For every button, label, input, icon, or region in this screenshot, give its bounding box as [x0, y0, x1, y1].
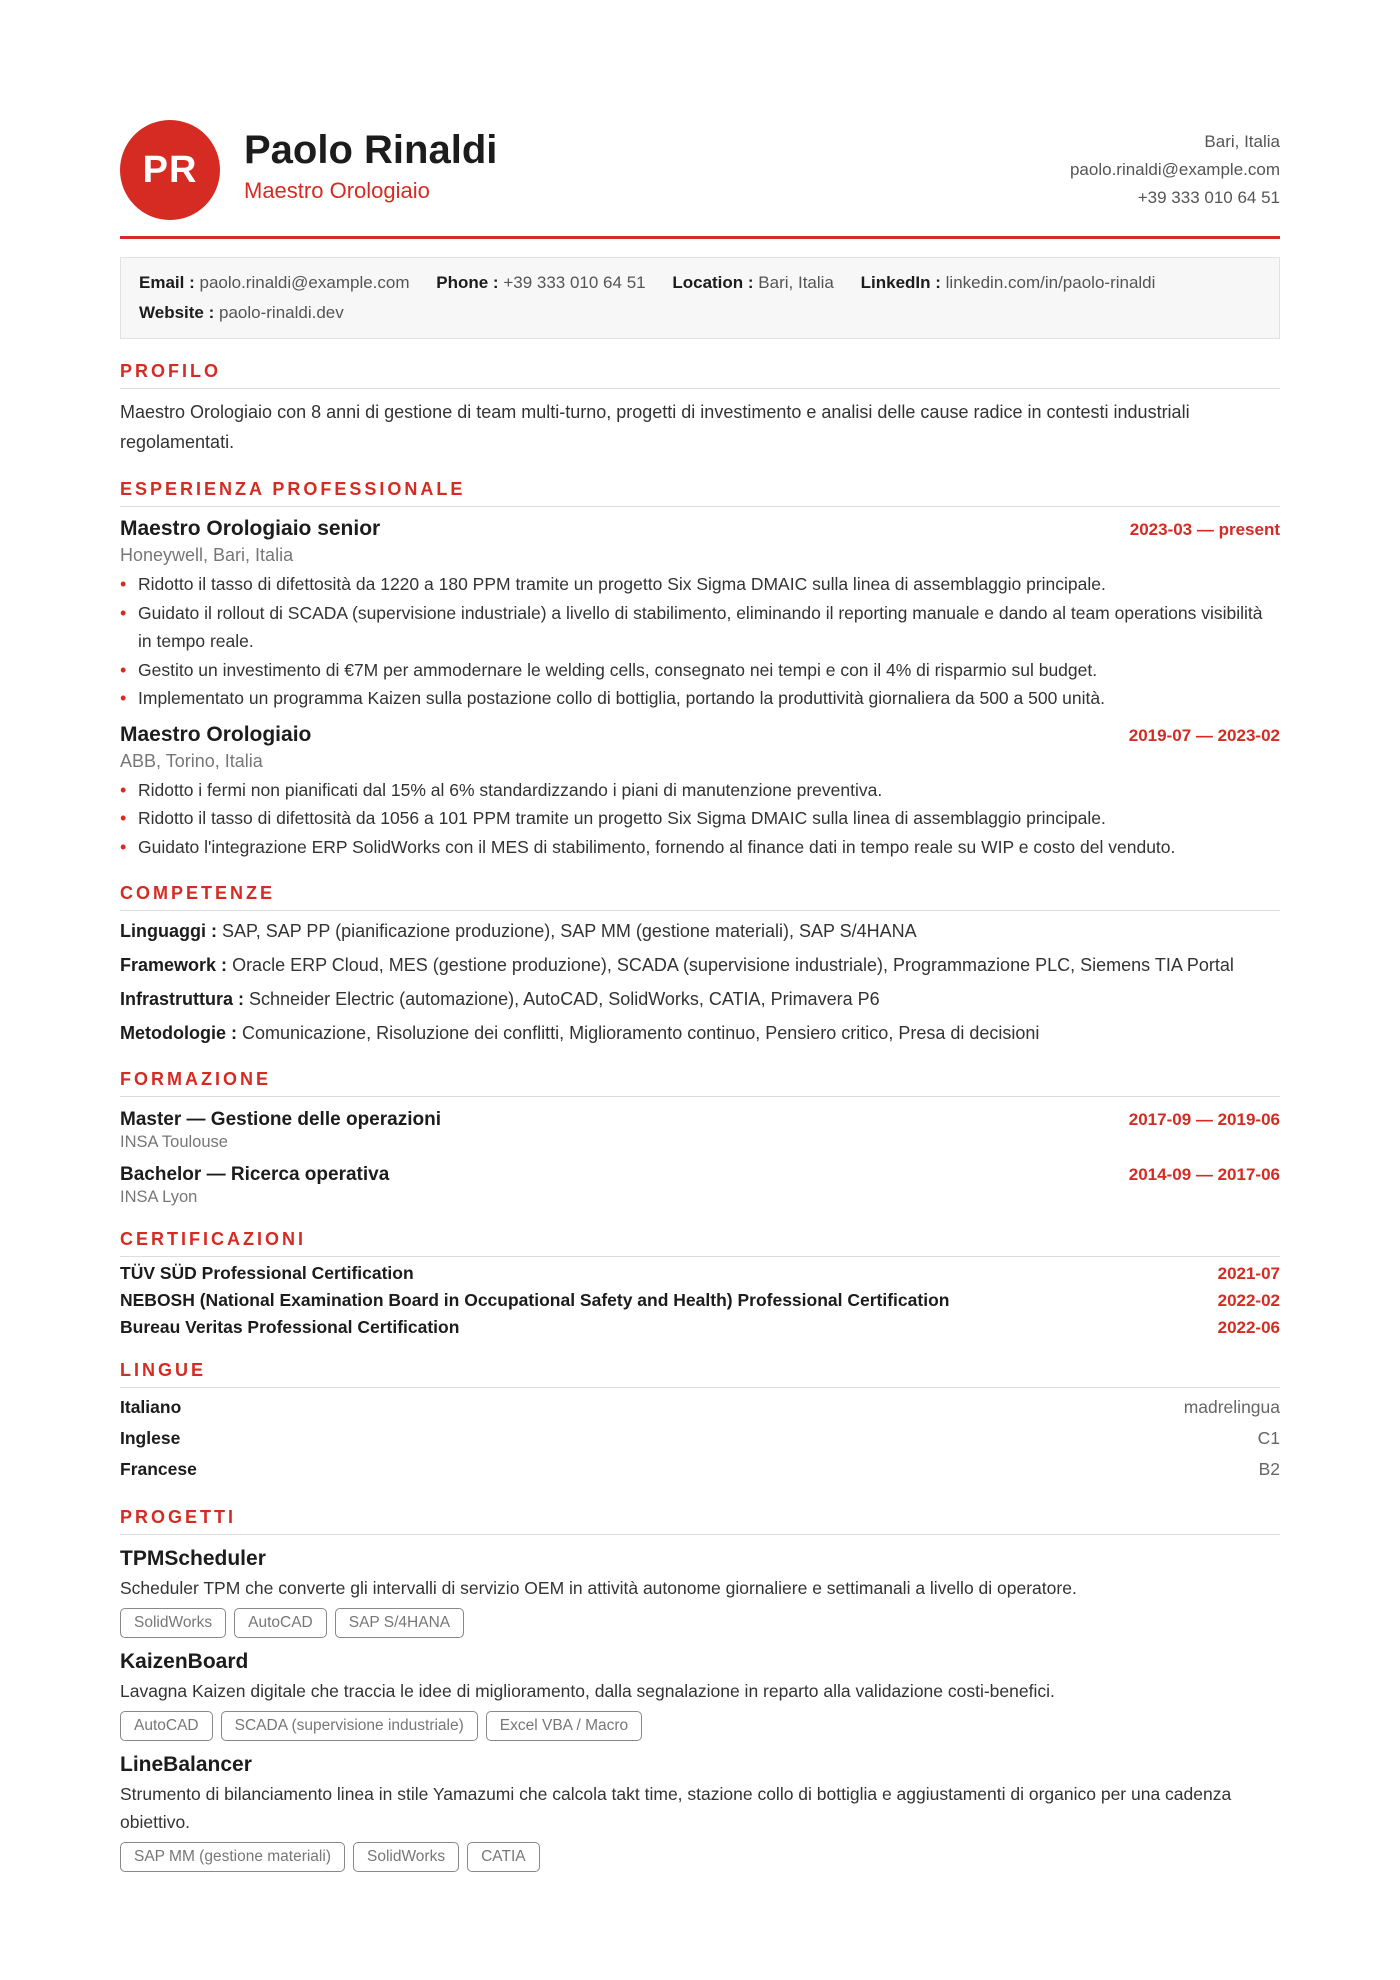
job-bullet: • Ridotto il tasso di difettosità da 1220 a 180 PPM tramite un progetto Six Sigma DMAIC sulla linea di assemblaggio principale. [120, 570, 1280, 599]
project-title: LineBalancer [120, 1753, 252, 1776]
skill-label: Infrastruttura : [120, 989, 245, 1009]
job-company: Honeywell, Bari, Italia [120, 545, 294, 565]
info-location-value: Bari, Italia [758, 273, 834, 292]
tech-tag: SolidWorks [353, 1842, 459, 1872]
skill-value: SAP, SAP PP (pianificazione produzione), SAP MM (gestione materiali), SAP S/4HANA [222, 921, 917, 941]
tech-tag: SolidWorks [120, 1608, 226, 1638]
job-bullet: • Ridotto i fermi non pianificati dal 15% al 6% standardizzando i piani di manutenzione preventiva. [120, 776, 1280, 805]
project-tags [120, 1842, 1280, 1872]
section-title-projects: PROGETTI [120, 1507, 1280, 1535]
project-title: KaizenBoard [120, 1650, 249, 1673]
skill-value: Comunicazione, Risoluzione dei conflitti, Miglioramento continuo, Pensiero critico, Presa di decisioni [242, 1023, 1040, 1043]
language-item [120, 1454, 1280, 1485]
certification-item [120, 1263, 1280, 1284]
info-email[interactable] [139, 268, 410, 298]
info-email-value[interactable]: paolo.rinaldi@example.com [199, 273, 410, 292]
project-tags [120, 1711, 1280, 1741]
project-description: Lavagna Kaizen digitale che traccia le idee di miglioramento, dalla segnalazione in reparto alla validazione costi-benefici. [120, 1681, 1055, 1701]
language-item [120, 1392, 1280, 1423]
job-bullet: • Ridotto il tasso di difettosità da 1056 a 101 PPM tramite un progetto Six Sigma DMAIC sulla linea di assemblaggio principale. [120, 804, 1280, 833]
skill-row [120, 985, 1280, 1013]
job-bullet: • Guidato il rollout di SCADA (supervisione industriale) a livello di stabilimento, eliminando il reporting manuale e dando al team operations visibilità in tempo reale. [120, 599, 1280, 656]
info-phone-value[interactable]: +39 333 010 64 51 [503, 273, 646, 292]
job-dates: 2019-07 — 2023-02 [1128, 725, 1280, 745]
project-item [120, 1753, 1280, 1872]
degree-title: Bachelor — Ricerca operativa [120, 1164, 390, 1185]
project-description: Strumento di bilanciamento linea in stile Yamazumi che calcola takt time, stazione collo di bottiglia e aggiustamenti di organico per una cadenza obiettivo. [120, 1784, 1232, 1832]
section-title-education: FORMAZIONE [120, 1069, 1280, 1097]
tech-tag: AutoCAD [120, 1711, 213, 1741]
person-name: Paolo Rinaldi [244, 128, 498, 172]
section-title-experience: ESPERIENZA PROFESSIONALE [120, 479, 1280, 507]
education-dates: 2017-09 — 2019-06 [1128, 1110, 1280, 1129]
project-item [120, 1547, 1280, 1638]
tech-tag: SCADA (supervisione industriale) [221, 1711, 478, 1741]
school-name: INSA Toulouse [120, 1133, 228, 1151]
info-website[interactable] [139, 298, 344, 328]
tech-tag: AutoCAD [234, 1608, 327, 1638]
info-website-label: Website : [139, 303, 215, 322]
resume-header [120, 120, 1280, 239]
tech-tag: Excel VBA / Macro [486, 1711, 642, 1741]
language-name: Inglese [120, 1428, 181, 1448]
header-location: Bari, Italia [1204, 132, 1280, 151]
resume-page [120, 120, 1280, 1872]
certification-item [120, 1290, 1280, 1311]
project-tags [120, 1608, 1280, 1638]
certification-name: Bureau Veritas Professional Certification [120, 1317, 460, 1337]
job-bullets [120, 570, 1280, 713]
certification-date: 2022-02 [1217, 1291, 1280, 1310]
job-bullets [120, 776, 1280, 862]
experience-item [120, 723, 1280, 862]
skill-value: Schneider Electric (automazione), AutoCAD, SolidWorks, CATIA, Primavera P6 [249, 989, 880, 1009]
header-email[interactable]: paolo.rinaldi@example.com [1069, 160, 1280, 179]
info-location-label: Location : [672, 273, 754, 292]
info-website-value[interactable]: paolo-rinaldi.dev [219, 303, 344, 322]
job-bullet: • Guidato l'integrazione ERP SolidWorks con il MES di stabilimento, fornendo al finance dati in tempo reale su WIP e costo del venduto. [120, 833, 1280, 862]
section-title-certifications: CERTIFICAZIONI [120, 1229, 1280, 1257]
info-linkedin-label: LinkedIn : [860, 273, 941, 292]
project-description: Scheduler TPM che converte gli intervalli di servizio OEM in attività autonome giornaliere e settimanali a livello di operatore. [120, 1578, 1077, 1598]
skill-label: Framework : [120, 955, 228, 975]
language-name: Francese [120, 1459, 197, 1479]
experience-item [120, 517, 1280, 713]
section-title-languages: LINGUE [120, 1360, 1280, 1388]
certification-date: 2022-06 [1217, 1318, 1280, 1337]
info-linkedin-value[interactable]: linkedin.com/in/paolo-rinaldi [945, 273, 1156, 292]
languages-list [120, 1392, 1280, 1485]
contact-info-bar [120, 257, 1280, 339]
job-bullet: • Implementato un programma Kaizen sulla postazione collo di bottiglia, portando la produttività giornaliera da 500 a 500 unità. [120, 684, 1280, 713]
skill-label: Metodologie : [120, 1023, 237, 1043]
skill-row [120, 917, 1280, 945]
avatar: PR [120, 120, 220, 220]
education-item [120, 1164, 1280, 1207]
skill-row [120, 1019, 1280, 1047]
skill-label: Linguaggi : [120, 921, 217, 941]
skill-value: Oracle ERP Cloud, MES (gestione produzione), SCADA (supervisione industriale), Programmazione PLC, Siemens TIA Portal [232, 955, 1234, 975]
job-bullet: • Gestito un investimento di €7M per ammodernare le welding cells, consegnato nei tempi e con il 4% di risparmio sul budget. [120, 656, 1280, 685]
job-dates: 2023-03 — present [1129, 520, 1280, 539]
profile-summary: Maestro Orologiaio con 8 anni di gestione di team multi-turno, progetti di investimento e analisi delle cause radice in contesti industriali regolamentati. [120, 402, 1190, 452]
tech-tag: SAP S/4HANA [335, 1608, 464, 1638]
language-level: madrelingua [1183, 1397, 1280, 1417]
header-contact [1070, 128, 1280, 212]
job-title: Maestro Orologiaio [120, 722, 312, 746]
degree-title: Master — Gestione delle operazioni [120, 1109, 441, 1130]
header-phone[interactable]: +39 333 010 64 51 [1137, 188, 1280, 207]
person-role: Maestro Orologiaio [244, 178, 430, 203]
job-title: Maestro Orologiaio senior [120, 517, 381, 540]
project-title: TPMScheduler [120, 1547, 266, 1570]
info-phone-label: Phone : [436, 273, 499, 292]
info-location [672, 268, 834, 298]
school-name: INSA Lyon [120, 1188, 198, 1206]
section-title-profile: PROFILO [120, 361, 1280, 389]
certification-name: NEBOSH (National Examination Board in Occupational Safety and Health) Professional Certification [120, 1290, 950, 1310]
education-dates: 2014-09 — 2017-06 [1128, 1165, 1280, 1184]
language-level: C1 [1257, 1428, 1280, 1448]
project-item [120, 1650, 1280, 1741]
certification-name: TÜV SÜD Professional Certification [120, 1263, 414, 1283]
tech-tag: CATIA [467, 1842, 540, 1872]
info-email-label: Email : [139, 273, 195, 292]
certification-date: 2021-07 [1217, 1264, 1280, 1283]
language-name: Italiano [120, 1397, 182, 1417]
section-title-skills: COMPETENZE [120, 883, 1280, 911]
language-item [120, 1423, 1280, 1454]
info-phone[interactable] [436, 268, 645, 298]
skill-row [120, 951, 1280, 979]
education-item [120, 1109, 1280, 1152]
certification-item [120, 1317, 1280, 1338]
language-level: B2 [1258, 1459, 1280, 1479]
info-linkedin[interactable] [861, 268, 1156, 298]
tech-tag: SAP MM (gestione materiali) [120, 1842, 345, 1872]
job-company: ABB, Torino, Italia [120, 750, 263, 771]
